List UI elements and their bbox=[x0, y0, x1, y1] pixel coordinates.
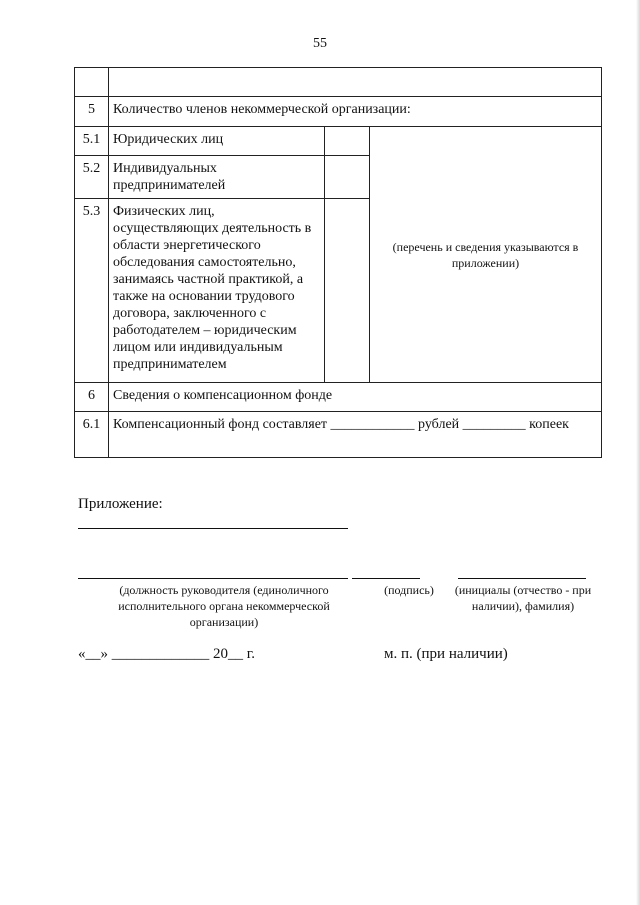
signature-line[interactable] bbox=[352, 578, 420, 579]
table-cell bbox=[75, 68, 109, 97]
row-number bbox=[75, 412, 109, 458]
position-caption: (должность руководителя (единоличного исполнительного органа некоммерческой организации) bbox=[118, 583, 330, 629]
row-label bbox=[109, 156, 325, 199]
name-line[interactable] bbox=[458, 578, 586, 579]
note-cell bbox=[370, 127, 602, 383]
stamp-label: м. п. (при наличии) bbox=[384, 646, 508, 662]
position-line[interactable] bbox=[78, 578, 348, 579]
note-text: (перечень и сведения указываются в приложении) bbox=[392, 239, 579, 270]
table-row bbox=[75, 412, 602, 458]
row-label-text: Количество членов некоммерческой организации: bbox=[113, 102, 411, 117]
row-number-text: 6.1 bbox=[82, 417, 101, 432]
row-label bbox=[109, 383, 602, 412]
row-number-text: 5.2 bbox=[82, 161, 101, 176]
row-label-text: Юридических лиц bbox=[113, 132, 224, 147]
count-cell[interactable] bbox=[325, 199, 370, 383]
row-number-text: 5 bbox=[88, 102, 95, 117]
table-row bbox=[75, 127, 602, 156]
row-label-text: Индивидуальных предпринимателей bbox=[113, 161, 226, 193]
row-label-text: Сведения о компенсационном фонде bbox=[113, 388, 333, 403]
row-label bbox=[109, 97, 602, 127]
date-line: «__» _____________ 20__ г. bbox=[78, 646, 255, 662]
row-label-text: Физических лиц, осуществляющих деятельность в области энергетического обследования самостоятельно, занимаясь частной практикой, а также на основании трудового договора, заключенного с работодателем – юридическим лицом или индивидуальным предпринимателем bbox=[113, 204, 312, 372]
appendix-label: Приложение: bbox=[78, 496, 163, 512]
page-edge bbox=[636, 0, 640, 905]
row-label bbox=[109, 127, 325, 156]
count-cell[interactable] bbox=[325, 127, 370, 156]
table-row bbox=[75, 383, 602, 412]
table-row bbox=[75, 68, 602, 97]
row-label-text: Компенсационный фонд составляет ____________ рублей _________ копеек bbox=[113, 417, 569, 432]
row-number bbox=[75, 199, 109, 383]
row-number bbox=[75, 383, 109, 412]
table-row bbox=[75, 97, 602, 127]
signature-caption: (подпись) bbox=[384, 583, 434, 597]
count-cell[interactable] bbox=[325, 156, 370, 199]
appendix-line[interactable] bbox=[78, 528, 348, 529]
row-number bbox=[75, 156, 109, 199]
row-number bbox=[75, 97, 109, 127]
row-number-text: 5.3 bbox=[82, 204, 101, 219]
row-label bbox=[109, 412, 602, 458]
row-number bbox=[75, 127, 109, 156]
row-number-text: 5.1 bbox=[82, 132, 101, 147]
table-cell bbox=[109, 68, 602, 97]
page-number: 55 bbox=[313, 36, 327, 51]
info-table bbox=[74, 67, 602, 458]
row-label bbox=[109, 199, 325, 383]
name-caption: (инициалы (отчество - при наличии), фамилия) bbox=[454, 583, 592, 613]
row-number-text: 6 bbox=[88, 388, 95, 403]
